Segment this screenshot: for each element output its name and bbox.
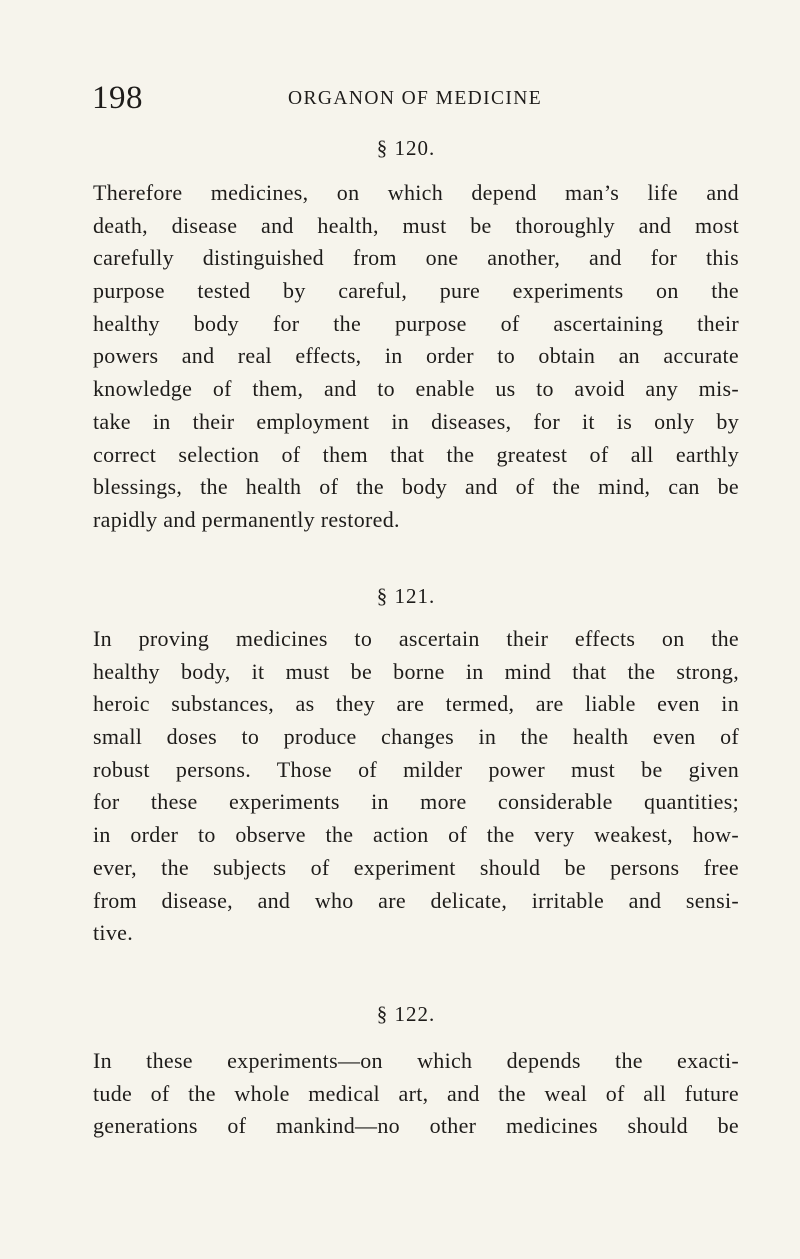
text-line: ever, the subjects of experiment should be persons free: [93, 854, 739, 880]
text-line: Therefore medicines, on which depend man’s life and: [93, 180, 739, 205]
text-line: tude of the whole medical art, and the weal of all future: [93, 1080, 739, 1106]
text-line: purpose tested by careful, pure experiments on the: [93, 278, 739, 304]
text-line: rapidly and permanently restored.: [93, 506, 400, 532]
text-line: powers and real effects, in order to obtain an accurate: [93, 343, 739, 369]
text-line: healthy body for the purpose of ascertaining their: [93, 310, 739, 336]
text-line: tive.: [93, 920, 133, 946]
section-heading-121: § 121.: [376, 584, 436, 608]
text-line: take in their employment in diseases, for it is only by: [93, 408, 739, 434]
text-line: healthy body, it must be borne in mind that the strong,: [93, 658, 739, 684]
running-title: ORGANON OF MEDICINE: [288, 88, 543, 109]
text-line: heroic substances, as they are termed, are liable even in: [93, 691, 739, 717]
text-line: generations of mankind—no other medicines should be: [93, 1113, 739, 1139]
text-line: from disease, and who are delicate, irritable and sensi-: [93, 887, 739, 913]
text-line: knowledge of them, and to enable us to avoid any mis-: [93, 376, 739, 402]
text-line: In these experiments—on which depends the exacti-: [93, 1048, 739, 1073]
text-line: in order to observe the action of the very weakest, how-: [93, 822, 739, 848]
text-line: for these experiments in more considerable quantities;: [93, 789, 739, 815]
paragraph-120: [93, 177, 739, 537]
text-line: correct selection of them that the greatest of all earthly: [93, 441, 739, 467]
paragraph-122: [93, 1045, 739, 1143]
text-line: carefully distinguished from one another, and for this: [93, 245, 739, 271]
text-line: In proving medicines to ascertain their effects on the: [93, 626, 739, 651]
paragraph-121: [93, 623, 739, 950]
page-number: 198: [92, 80, 143, 116]
text-line: small doses to produce changes in the health even of: [93, 724, 739, 750]
text-line: blessings, the health of the body and of the mind, can be: [93, 474, 739, 500]
section-heading-120: § 120.: [376, 136, 436, 160]
text-line: robust persons. Those of milder power must be given: [93, 756, 739, 782]
text-line: death, disease and health, must be thoroughly and most: [93, 212, 739, 238]
section-heading-122: § 122.: [376, 1002, 436, 1026]
running-head: [92, 80, 738, 120]
